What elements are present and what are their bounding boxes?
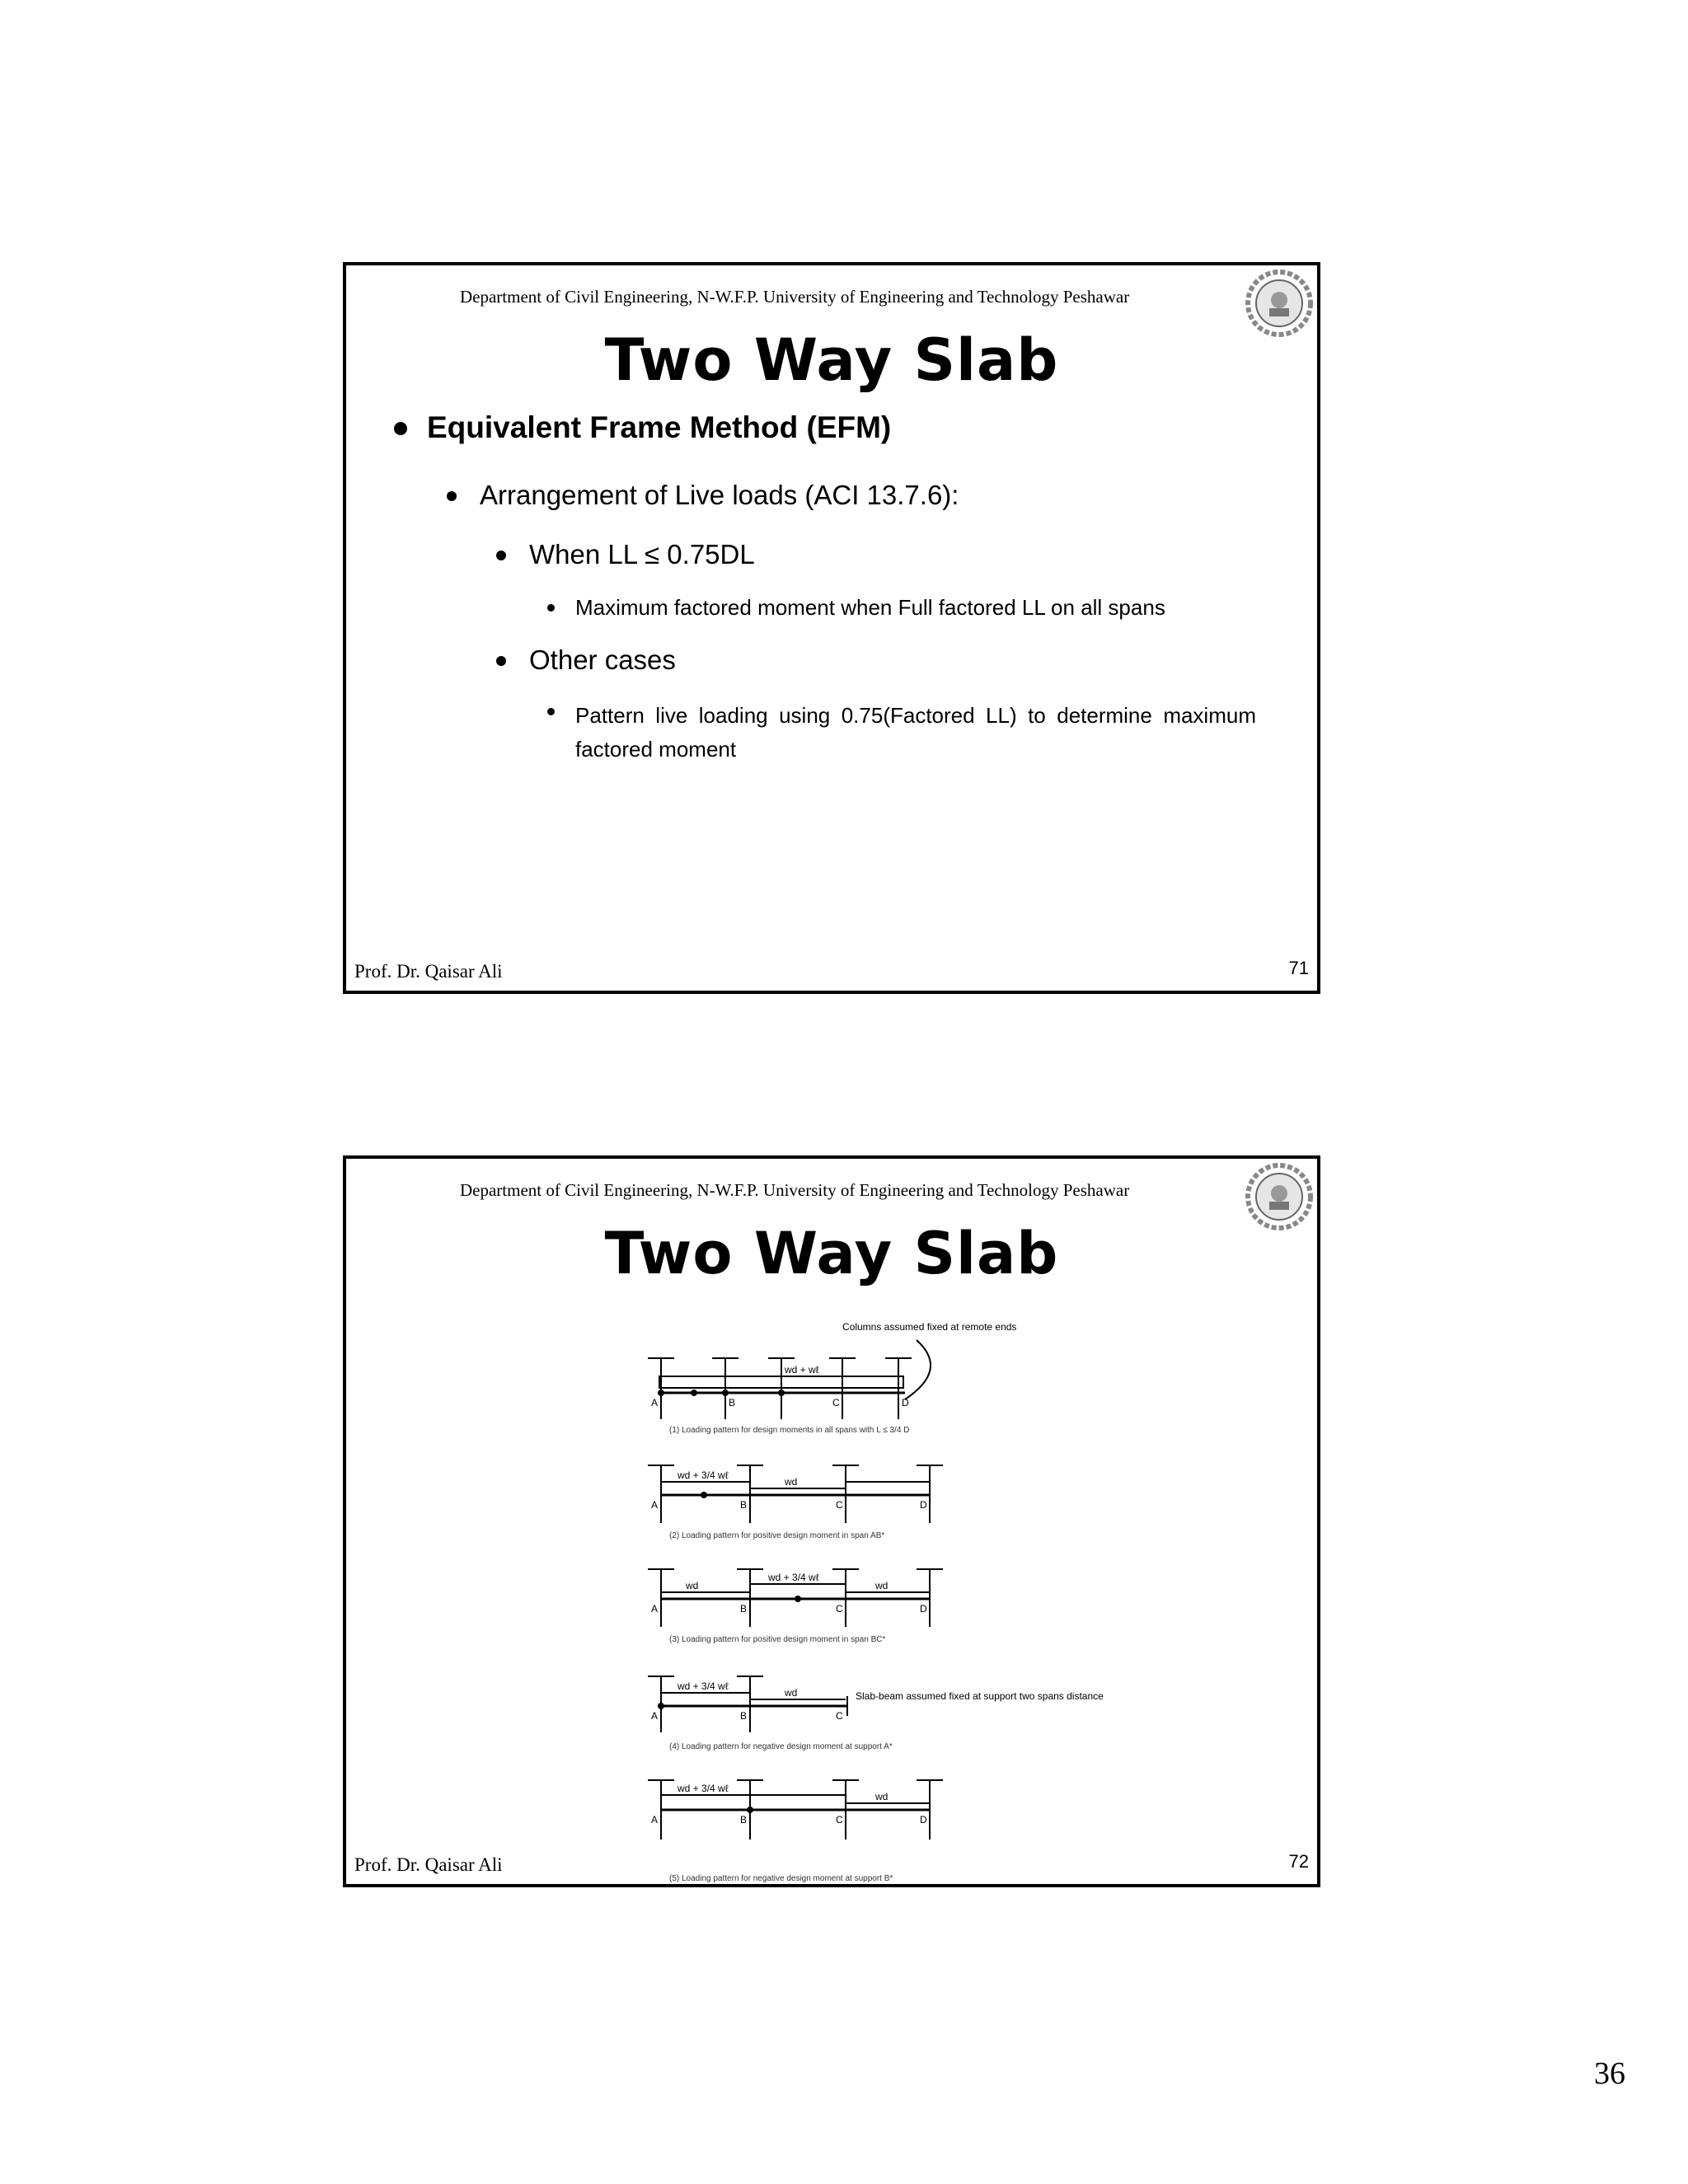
figure-caption: (1) Loading pattern for design moments in all spans with L ≤ 3/4 D bbox=[669, 1426, 910, 1435]
slide-title: Two Way Slab bbox=[604, 326, 1059, 394]
bullet-dot-icon bbox=[447, 491, 457, 501]
bullet-text: Equivalent Frame Method (EFM) bbox=[427, 410, 892, 444]
bullet-level4 bbox=[547, 699, 1256, 766]
support-label: A bbox=[651, 1603, 659, 1615]
support-label: C bbox=[836, 1603, 843, 1615]
page-number: 36 bbox=[1594, 2056, 1625, 2091]
load-label: wd + 3/4 wℓ bbox=[768, 1572, 819, 1583]
load-label: wd bbox=[875, 1580, 889, 1591]
figure-caption: (2) Loading pattern for positive design moment in span AB* bbox=[669, 1531, 885, 1540]
support-label: B bbox=[740, 1814, 748, 1825]
department-header: Department of Civil Engineering, N-W.F.P. University of Engineering and Technology Peshawar bbox=[460, 1180, 1130, 1200]
support-label: C bbox=[836, 1710, 843, 1722]
load-label: wd + 3/4 wℓ bbox=[678, 1469, 729, 1481]
support-label: B bbox=[740, 1710, 748, 1722]
support-label: C bbox=[836, 1814, 843, 1825]
bullet-text: Other cases bbox=[529, 644, 676, 675]
slide-72 bbox=[343, 1155, 1320, 1887]
slide-71 bbox=[343, 262, 1320, 994]
figure-note-slab-beam: Slab-beam assumed fixed at support two spans distance bbox=[856, 1690, 1104, 1702]
support-label: C bbox=[832, 1397, 840, 1408]
figure-caption: (4) Loading pattern for negative design moment at support A* bbox=[669, 1742, 893, 1751]
bullet-dot-icon bbox=[496, 656, 506, 666]
bullet-dot-icon bbox=[547, 604, 555, 612]
figure-note-columns: Columns assumed fixed at remote ends bbox=[842, 1321, 1017, 1333]
department-header: Department of Civil Engineering, N-W.F.P. University of Engineering and Technology Peshawar bbox=[460, 287, 1130, 307]
pattern-1-frame bbox=[648, 1340, 931, 1419]
support-label: D bbox=[920, 1814, 927, 1825]
slide-number: 72 bbox=[1288, 1851, 1309, 1872]
slide-number: 71 bbox=[1288, 958, 1309, 978]
support-label: D bbox=[920, 1603, 927, 1615]
support-label: A bbox=[651, 1814, 659, 1825]
bullet-dot-icon bbox=[496, 551, 506, 560]
support-label: B bbox=[740, 1603, 748, 1615]
support-label: D bbox=[920, 1499, 927, 1511]
figure-caption: (3) Loading pattern for positive design moment in span BC* bbox=[669, 1635, 886, 1644]
support-label: A bbox=[651, 1397, 659, 1408]
load-label: wd bbox=[686, 1580, 699, 1591]
load-label: wd + 3/4 wℓ bbox=[678, 1680, 729, 1692]
support-label: D bbox=[902, 1397, 909, 1408]
load-label: wd + wℓ bbox=[785, 1364, 819, 1376]
support-label: B bbox=[740, 1499, 748, 1511]
bullet-level4 bbox=[547, 595, 1165, 621]
bullet-text: When LL ≤ 0.75DL bbox=[529, 539, 755, 569]
support-label: A bbox=[651, 1710, 659, 1722]
bullet-level1 bbox=[401, 410, 891, 445]
support-label: B bbox=[729, 1397, 736, 1408]
figure-caption: (5) Loading pattern for negative design moment at support B* bbox=[669, 1874, 893, 1883]
bullet-dot-icon bbox=[547, 708, 555, 715]
loading-pattern-diagram bbox=[645, 1320, 1104, 1889]
support-label: C bbox=[836, 1499, 843, 1511]
bullet-text-line2: factored moment bbox=[575, 737, 737, 762]
author-footer: Prof. Dr. Qaisar Ali bbox=[354, 1854, 503, 1875]
bullet-level3 bbox=[496, 644, 676, 676]
load-label: wd bbox=[785, 1687, 798, 1699]
bullet-level3 bbox=[496, 539, 755, 570]
author-footer: Prof. Dr. Qaisar Ali bbox=[354, 961, 503, 982]
bullet-text: Arrangement of Live loads (ACI 13.7.6): bbox=[480, 480, 959, 510]
bullet-text: Maximum factored moment when Full factored LL on all spans bbox=[575, 595, 1165, 620]
bullet-dot-icon bbox=[394, 422, 407, 435]
load-label: wd bbox=[785, 1476, 798, 1488]
support-label: A bbox=[651, 1499, 659, 1511]
bullet-text-line1: Pattern live loading using 0.75(Factored LL) to determine maximum bbox=[575, 703, 1256, 728]
load-label: wd + 3/4 wℓ bbox=[678, 1783, 729, 1794]
load-label: wd bbox=[875, 1791, 889, 1802]
slide-title: Two Way Slab bbox=[604, 1220, 1059, 1287]
bullet-level2 bbox=[447, 480, 959, 511]
